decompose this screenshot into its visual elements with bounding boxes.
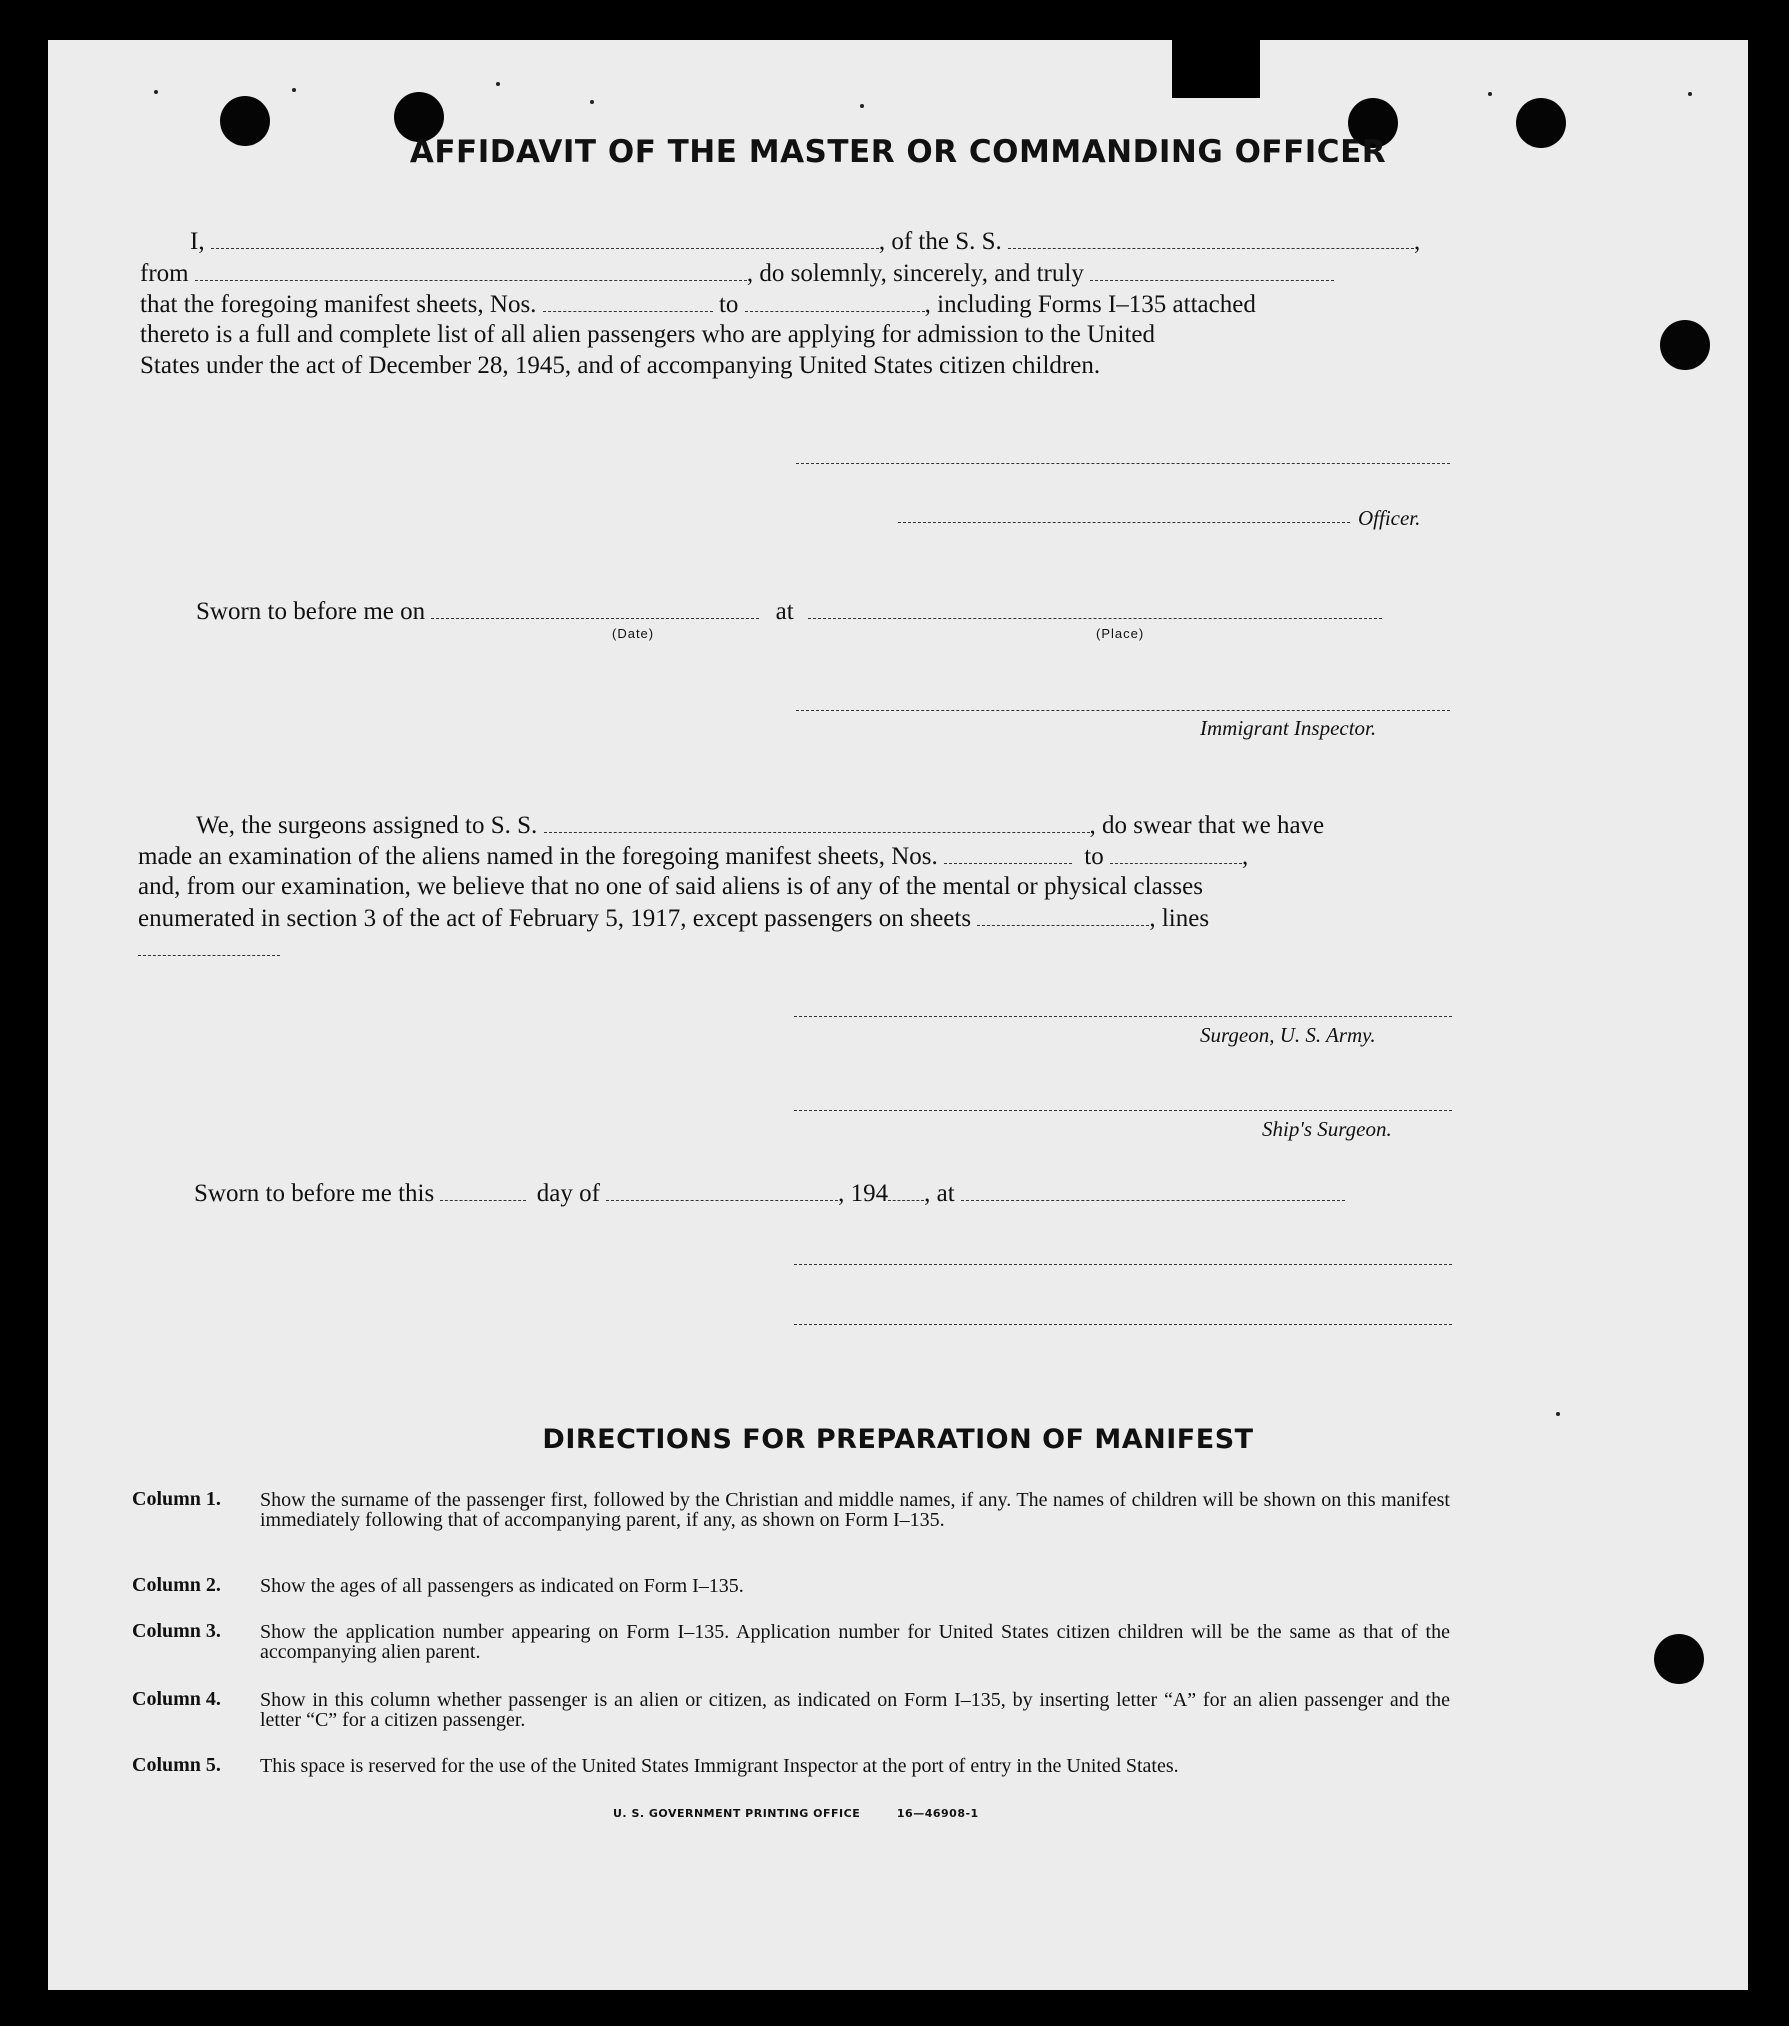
sworn-place-2-field[interactable]: [961, 1180, 1345, 1201]
sworn-date-field[interactable]: [431, 598, 759, 619]
officiant-title-line[interactable]: [794, 1324, 1452, 1325]
surgeon-ship-field[interactable]: [544, 812, 1090, 833]
speck: [292, 88, 296, 92]
speck: [154, 90, 158, 94]
surgeons-line-2: made an examination of the aliens named in the foregoing manifest sheets, Nos. to ,: [138, 843, 1249, 870]
column-1-label: Column 1.: [132, 1488, 221, 1510]
sworn-day-field[interactable]: [440, 1180, 526, 1201]
column-4-label: Column 4.: [132, 1688, 221, 1710]
date-caption: (Date): [612, 626, 655, 641]
army-surgeon-signature-line[interactable]: [794, 1016, 1452, 1017]
column-5-label: Column 5.: [132, 1754, 221, 1776]
binder-hole-icon: [1660, 320, 1710, 370]
surgeon-sheet-to-field[interactable]: [1110, 843, 1242, 864]
sheet-from-field[interactable]: [543, 291, 713, 312]
speck: [590, 100, 594, 104]
form-sheet: [48, 40, 1748, 1990]
sworn-month-field[interactable]: [606, 1180, 838, 1201]
sworn-line-2: Sworn to before me this day of , 194 , at: [194, 1180, 1345, 1206]
surgeons-line-1: We, the surgeons assigned to S. S. , do swear that we have: [196, 812, 1325, 839]
column-5-text: This space is reserved for the use of the United States Immigrant Inspector at the port of entry in the United States.: [260, 1755, 1179, 1777]
affidavit-line-4: thereto is a full and complete list of all alien passengers who are applying for admission to the United: [140, 321, 1156, 348]
speck: [1488, 92, 1492, 96]
officer-signature-line[interactable]: [796, 463, 1450, 464]
column-3-label: Column 3.: [132, 1620, 221, 1642]
directions-title: DIRECTIONS FOR PREPARATION OF MANIFEST: [542, 1424, 1254, 1455]
page-notch: [1172, 40, 1260, 98]
sworn-line-1: Sworn to before me on at: [196, 598, 1382, 624]
surgeons-line-3: and, from our examination, we believe that no one of said aliens is of any of the mental or physical classes: [138, 873, 1203, 900]
sworn-place-field[interactable]: [808, 598, 1382, 619]
column-4-text: Show in this column whether passenger is an alien or citizen, as indicated on Form I–135, by inserting letter “A” for an alien passenger and the letter “C” for a citizen passenger.: [260, 1689, 1450, 1731]
affidavit-line-5: States under the act of December 28, 1945, and of accompanying United States citizen children.: [140, 352, 1101, 379]
printer-footer: U. S. GOVERNMENT PRINTING OFFICE 16—46908-1: [613, 1807, 979, 1820]
affidavit-line-1: I, , of the S. S. ,: [190, 228, 1421, 255]
column-3-text: Show the application number appearing on Form I–135. Application number for United States citizen children will be the same as that of the accompanying alien parent.: [260, 1621, 1450, 1663]
officer-title-line[interactable]: [898, 522, 1350, 523]
except-lines-field[interactable]: [138, 955, 280, 956]
column-2-label: Column 2.: [132, 1574, 221, 1596]
place-caption: (Place): [1096, 626, 1145, 641]
ship-surgeon-caption: Ship's Surgeon.: [1262, 1117, 1392, 1141]
army-surgeon-caption: Surgeon, U. S. Army.: [1200, 1023, 1376, 1047]
speck: [860, 104, 864, 108]
surgeon-sheet-from-field[interactable]: [944, 843, 1072, 864]
column-2-text: Show the ages of all passengers as indicated on Form I–135.: [260, 1575, 744, 1597]
name-field[interactable]: [211, 228, 879, 249]
officer-caption: Officer.: [1358, 506, 1421, 530]
ship-surgeon-signature-line[interactable]: [794, 1110, 1452, 1111]
binder-hole-icon: [1654, 1634, 1704, 1684]
sheet-to-field[interactable]: [745, 291, 925, 312]
surgeons-line-4: enumerated in section 3 of the act of February 5, 1917, except passengers on sheets , lines: [138, 905, 1210, 932]
inspector-caption: Immigrant Inspector.: [1200, 716, 1377, 740]
column-1-text: Show the surname of the passenger first, followed by the Christian and middle names, if any. The names of children will be shown on this manifest immediately following that of accompanying parent, if any, as shown on Form I–135.: [260, 1489, 1450, 1531]
officiant-signature-line[interactable]: [794, 1264, 1452, 1265]
from-port-field[interactable]: [195, 260, 747, 281]
speck: [496, 82, 500, 86]
speck: [1556, 1412, 1560, 1416]
inspector-signature-line[interactable]: [796, 710, 1450, 711]
except-sheets-field[interactable]: [977, 905, 1149, 926]
affidavit-title: AFFIDAVIT OF THE MASTER OR COMMANDING OFFICER: [409, 134, 1387, 170]
sworn-year-field[interactable]: [888, 1180, 924, 1201]
ship-name-field[interactable]: [1008, 228, 1414, 249]
affidavit-line-3: that the foregoing manifest sheets, Nos. to , including Forms I–135 attached: [140, 291, 1256, 318]
affirmation-field[interactable]: [1090, 260, 1334, 281]
affidavit-line-2: from , do solemnly, sincerely, and truly: [140, 260, 1334, 286]
speck: [1688, 92, 1692, 96]
